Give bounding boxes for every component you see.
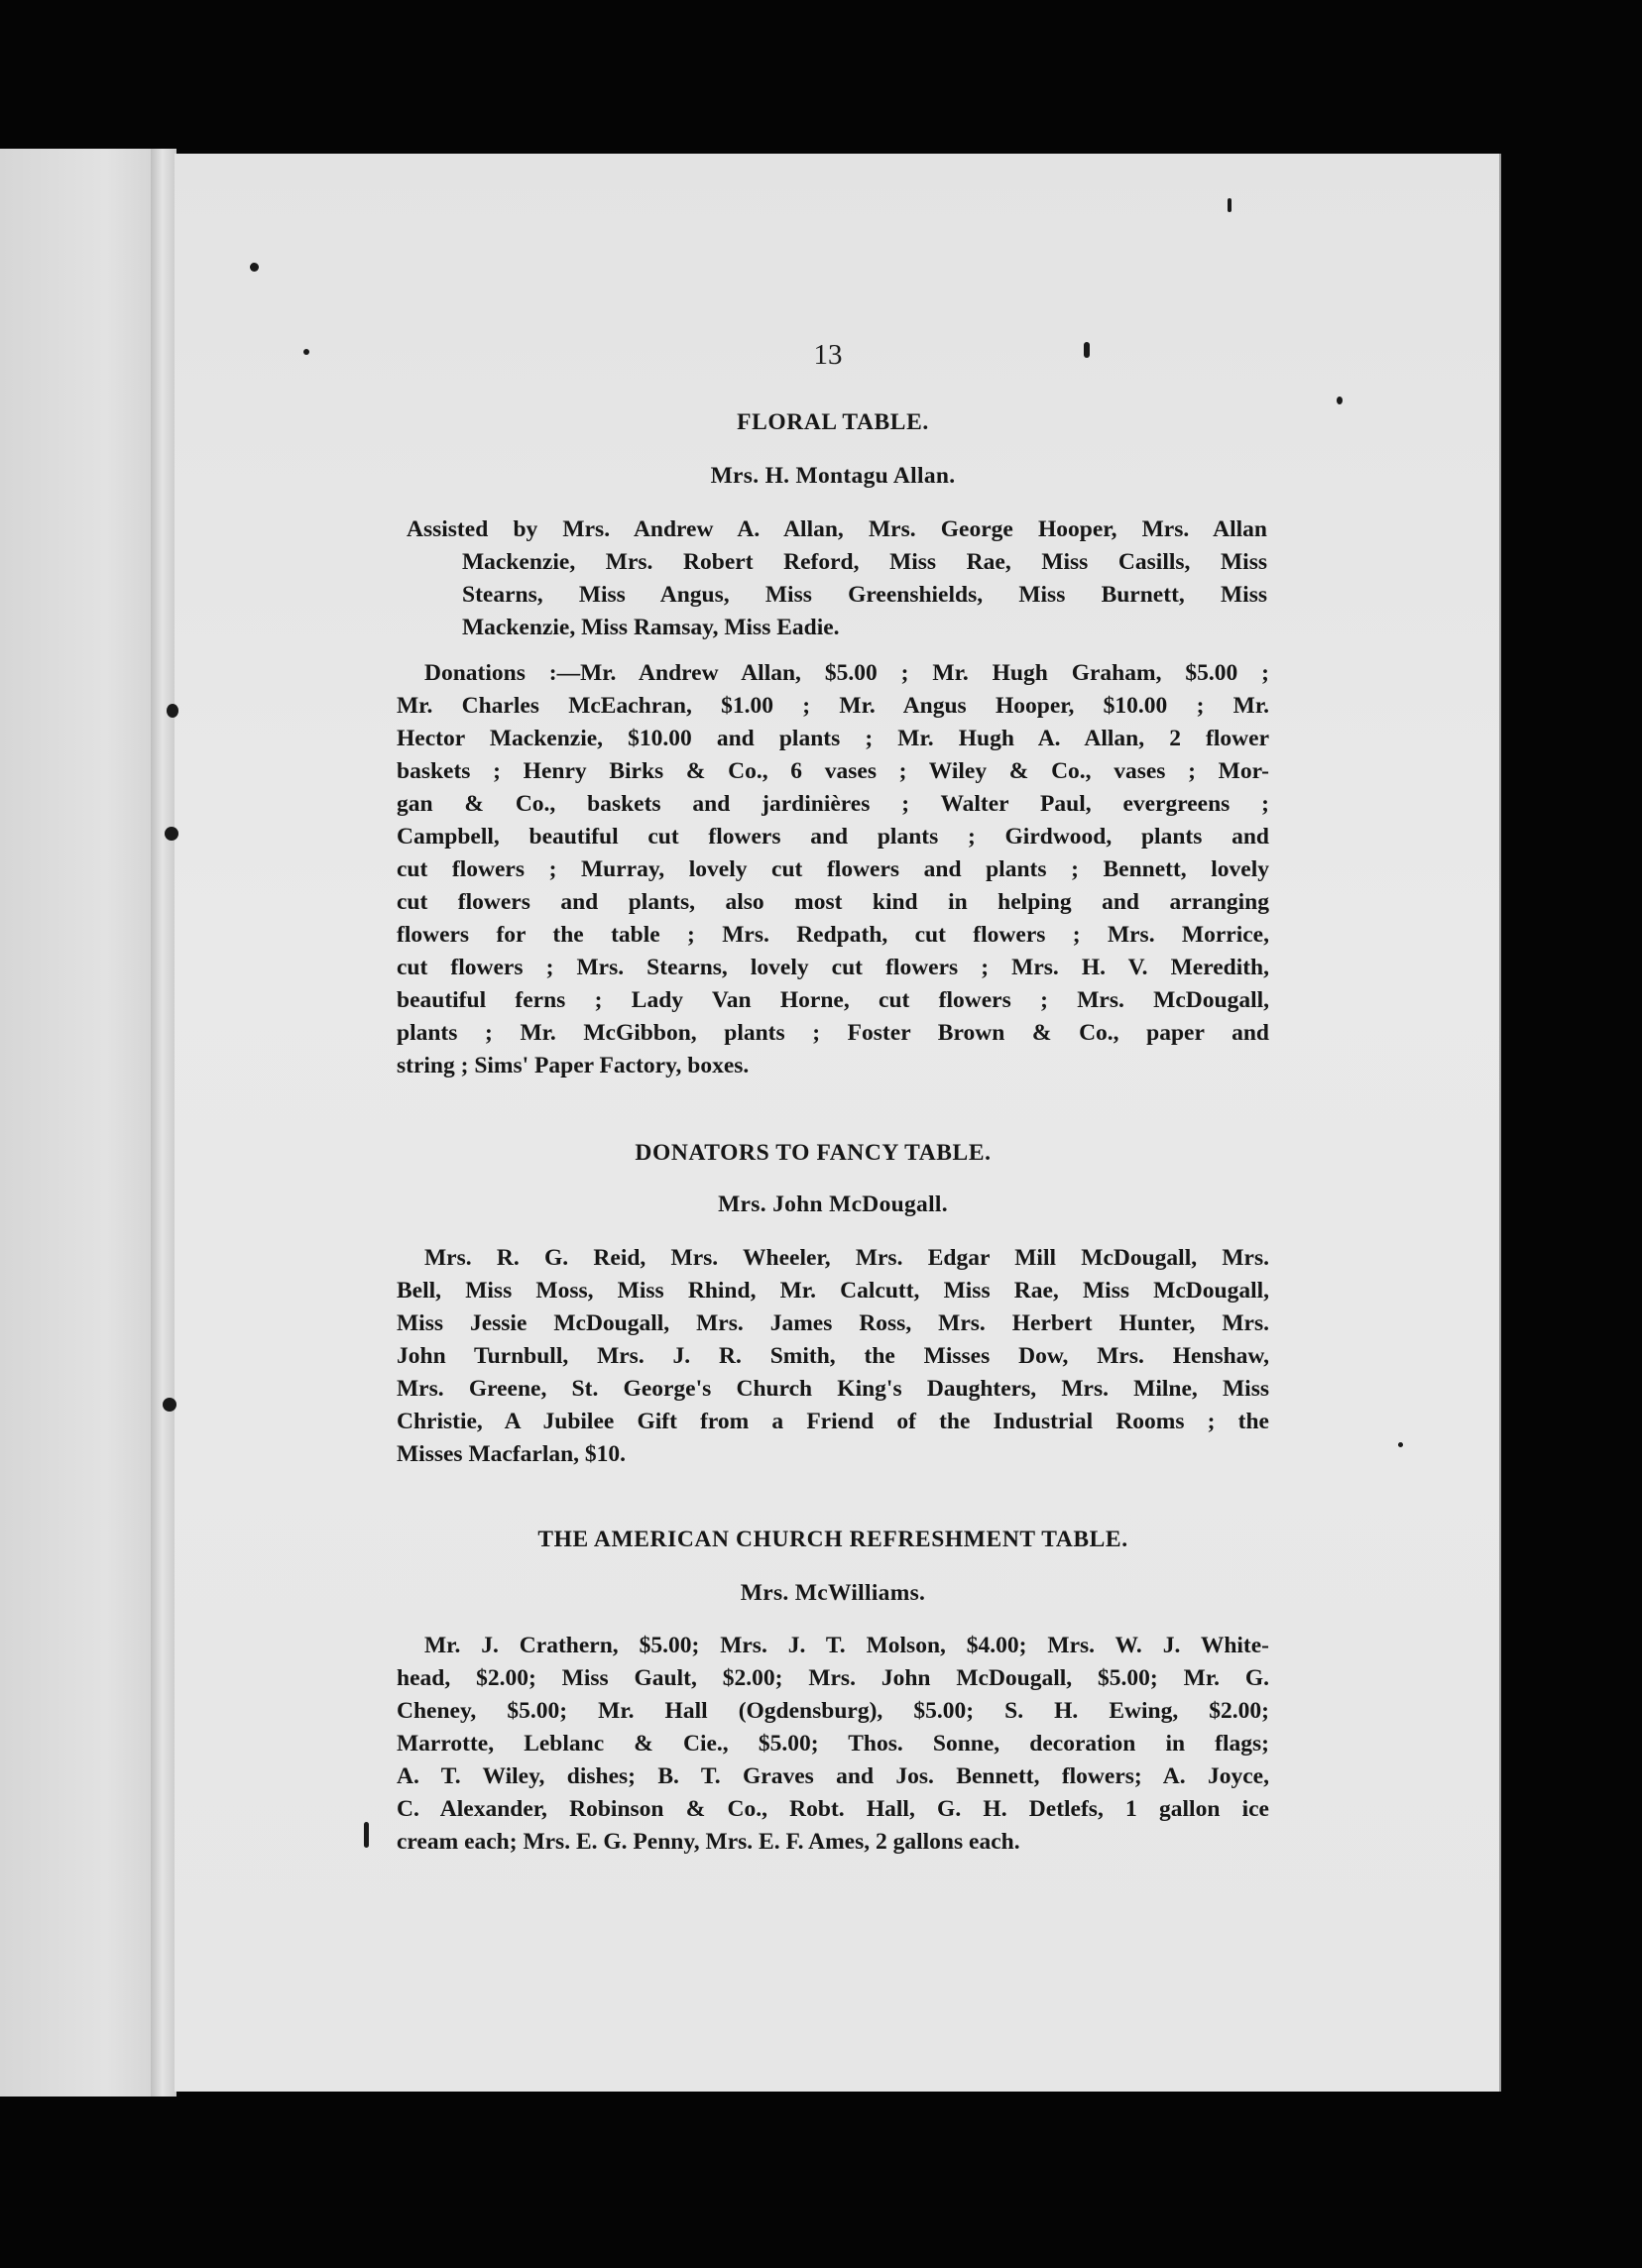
text-line: cut flowers ; Murray, lovely cut flowers and plants ; Bennett, lovely — [397, 856, 1269, 882]
text-line: Bell, Miss Moss, Miss Rhind, Mr. Calcutt, Miss Rae, Miss McDougall, — [397, 1278, 1269, 1304]
floral-table-convener: Mrs. H. Montagu Allan. — [710, 463, 956, 489]
refreshment-table-heading: THE AMERICAN CHURCH REFRESHMENT TABLE. — [537, 1527, 1128, 1552]
text-line: Mackenzie, Mrs. Robert Reford, Miss Rae, Miss Casills, Miss — [462, 549, 1267, 575]
text-line: gan & Co., baskets and jardinières ; Walter Paul, evergreens ; — [397, 791, 1269, 817]
text-line: flowers for the table ; Mrs. Redpath, cut flowers ; Mrs. Morrice, — [397, 922, 1269, 948]
fancy-table-heading: DONATORS TO FANCY TABLE. — [635, 1140, 992, 1166]
text-line: beautiful ferns ; Lady Van Horne, cut flowers ; Mrs. McDougall, — [397, 987, 1269, 1013]
text-line: Mr. J. Crathern, $5.00; Mrs. J. T. Molson, $4.00; Mrs. W. J. White- — [424, 1633, 1269, 1658]
scan-speck — [303, 349, 309, 355]
refreshment-table-convener: Mrs. McWilliams. — [740, 1580, 926, 1606]
text-line: John Turnbull, Mrs. J. R. Smith, the Misses Dow, Mrs. Henshaw, — [397, 1343, 1269, 1369]
floral-table-heading: FLORAL TABLE. — [737, 409, 929, 435]
text-line: head, $2.00; Miss Gault, $2.00; Mrs. John McDougall, $5.00; Mr. G. — [397, 1665, 1269, 1691]
text-line: Stearns, Miss Angus, Miss Greenshields, Miss Burnett, Miss — [462, 582, 1267, 608]
text-line: Marrotte, Leblanc & Cie., $5.00; Thos. Sonne, decoration in flags; — [397, 1731, 1269, 1757]
scan-speck — [1084, 342, 1090, 358]
text-line: plants ; Mr. McGibbon, plants ; Foster Brown & Co., paper and — [397, 1020, 1269, 1046]
floral-assisted-by — [407, 513, 1267, 644]
scan-speck — [1398, 1442, 1403, 1447]
text-line: Christie, A Jubilee Gift from a Friend of the Industrial Rooms ; the — [397, 1409, 1269, 1434]
text-line: Cheney, $5.00; Mr. Hall (Ogdensburg), $5.00; S. H. Ewing, $2.00; — [397, 1698, 1269, 1724]
scan-speck — [165, 827, 178, 841]
refreshment-table-donors — [397, 1630, 1269, 1859]
text-line: Mr. Charles McEachran, $1.00 ; Mr. Angus Hooper, $10.00 ; Mr. — [397, 693, 1269, 719]
text-line: Mackenzie, Miss Ramsay, Miss Eadie. — [462, 615, 840, 640]
scan-speck — [1337, 397, 1343, 404]
fancy-table-donors — [397, 1242, 1269, 1471]
text-line: cream each; Mrs. E. G. Penny, Mrs. E. F. Ames, 2 gallons each. — [397, 1829, 1020, 1855]
scan-speck — [1228, 198, 1232, 212]
text-line: cut flowers ; Mrs. Stearns, lovely cut flowers ; Mrs. H. V. Meredith, — [397, 955, 1269, 980]
floral-donations — [397, 657, 1269, 1082]
scan-speck — [163, 1398, 176, 1412]
text-line: Assisted by Mrs. Andrew A. Allan, Mrs. George Hooper, Mrs. Allan — [407, 516, 1267, 542]
scan-speck — [364, 1822, 369, 1848]
text-line: cut flowers and plants, also most kind in helping and arranging — [397, 889, 1269, 915]
book-gutter — [151, 149, 176, 2097]
scan-speck — [250, 263, 259, 272]
text-line: Mrs. Greene, St. George's Church King's Daughters, Mrs. Milne, Miss — [397, 1376, 1269, 1402]
text-line: Mrs. R. G. Reid, Mrs. Wheeler, Mrs. Edgar Mill McDougall, Mrs. — [424, 1245, 1269, 1271]
text-line: A. T. Wiley, dishes; B. T. Graves and Jos. Bennett, flowers; A. Joyce, — [397, 1763, 1269, 1789]
text-line: Miss Jessie McDougall, Mrs. James Ross, Mrs. Herbert Hunter, Mrs. — [397, 1310, 1269, 1336]
page-number: 13 — [813, 339, 843, 371]
scan-speck — [167, 704, 178, 718]
text-line: baskets ; Henry Birks & Co., 6 vases ; Wiley & Co., vases ; Mor- — [397, 758, 1269, 784]
text-line: Misses Macfarlan, $10. — [397, 1441, 627, 1467]
text-line: string ; Sims' Paper Factory, boxes. — [397, 1053, 750, 1078]
text-line: C. Alexander, Robinson & Co., Robt. Hall, G. H. Detlefs, 1 gallon ice — [397, 1796, 1269, 1822]
text-line: Donations :—Mr. Andrew Allan, $5.00 ; Mr. Hugh Graham, $5.00 ; — [424, 660, 1269, 686]
text-line: Campbell, beautiful cut flowers and plants ; Girdwood, plants and — [397, 824, 1269, 850]
fancy-table-convener: Mrs. John McDougall. — [718, 1191, 948, 1217]
text-line: Hector Mackenzie, $10.00 and plants ; Mr. Hugh A. Allan, 2 flower — [397, 726, 1269, 751]
